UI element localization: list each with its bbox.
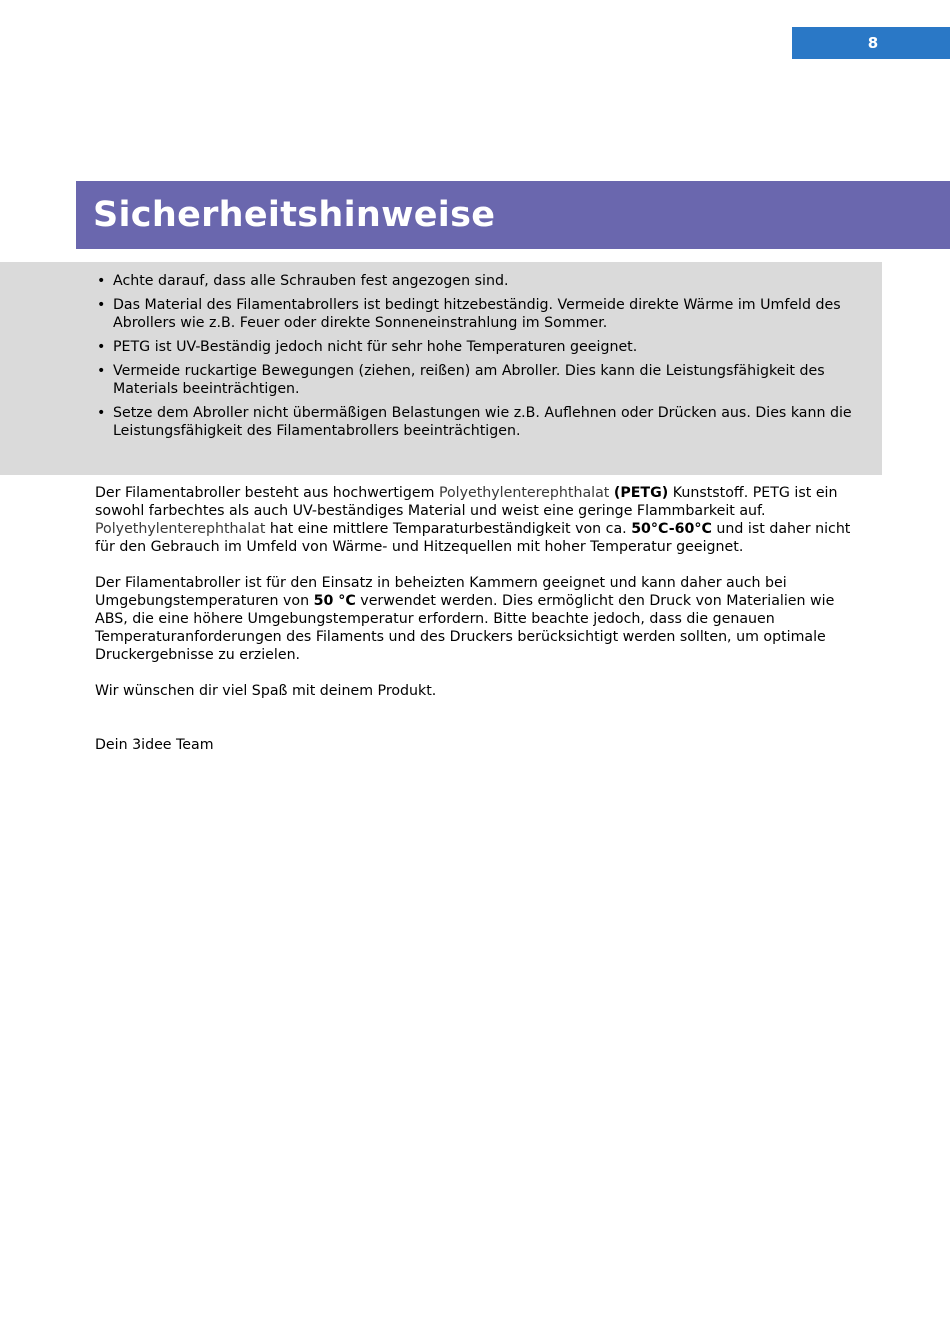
safety-notice-list	[95, 272, 865, 446]
text-span: hat eine mittlere Temparaturbeständigkeit von ca.	[265, 521, 632, 537]
material-name: Polyethylenterephthalat	[438, 485, 610, 501]
notice-text: PETG ist UV-Beständig jedoch nicht für sehr hohe Temperaturen geeignet.	[113, 339, 638, 355]
text-span: verwendet werden. Dies ermöglicht den Druck von Materialien wie ABS, die eine höhere Umgebungstemperatur erfordern. Bitte beachte jedoch, dass die genauen Temperaturanforderungen des Filaments und des Druckers berücksichtigt werden sollten, um optimale Druckergebnisse zu erzielen.	[95, 593, 835, 663]
text-span: Der Filamentabroller besteht aus hochwertigem	[95, 485, 439, 501]
notice-item	[95, 404, 865, 440]
safety-notice-box	[0, 262, 882, 475]
material-paragraph	[95, 484, 865, 556]
text-span: und ist daher nicht für den Gebrauch im Umfeld von Wärme- und Hitzequellen mit hoher Temperatur geeignet.	[95, 521, 851, 555]
temperature-range: 50°C-60°C	[631, 521, 712, 537]
text-span: Der Filamentabroller ist für den Einsatz in beheizten Kammern geeignet und kann daher auch bei Umgebungstemperaturen von	[95, 575, 787, 609]
section-title: Sicherheitshinweise	[93, 195, 496, 235]
notice-item	[95, 338, 865, 356]
section-title-banner	[76, 181, 950, 249]
heated-chamber-paragraph	[95, 574, 865, 664]
signature: Dein 3idee Team	[95, 737, 214, 753]
spacer	[95, 718, 865, 736]
bullet-icon: •	[97, 405, 106, 421]
notice-item	[95, 272, 865, 290]
bullet-icon: •	[97, 339, 106, 355]
page-number: 8	[792, 27, 950, 59]
notice-item	[95, 296, 865, 332]
notice-text: Vermeide ruckartige Bewegungen (ziehen, reißen) am Abroller. Dies kann die Leistungsfähigkeit des Materials beeinträchtigen.	[113, 363, 825, 397]
material-name: Polyethylenterephthalat	[95, 521, 266, 537]
bullet-icon: •	[97, 363, 106, 379]
notice-text: Setze dem Abroller nicht übermäßigen Belastungen wie z.B. Auflehnen oder Drücken aus. Dies kann die Leistungsfähigkeit des Filamentabrollers beeinträchtigen.	[113, 405, 852, 439]
material-abbreviation: (PETG)	[613, 485, 669, 501]
notice-item	[95, 362, 865, 398]
notice-text: Das Material des Filamentabrollers ist bedingt hitzebeständig. Vermeide direkte Wärme im Umfeld des Abrollers wie z.B. Feuer oder direkte Sonneneinstrahlung im Sommer.	[113, 297, 841, 331]
bullet-icon: •	[97, 297, 106, 313]
body-text	[95, 484, 865, 772]
closing-paragraph: Wir wünschen dir viel Spaß mit deinem Produkt.	[95, 683, 437, 699]
bullet-icon: •	[97, 273, 106, 289]
ambient-temperature: 50 °C	[313, 593, 356, 609]
text-span: Kunststoff. PETG ist ein sowohl farbechtes als auch UV-beständiges Material und weist eine geringe Flammbarkeit auf.	[95, 485, 838, 519]
notice-text: Achte darauf, dass alle Schrauben fest angezogen sind.	[113, 273, 509, 289]
